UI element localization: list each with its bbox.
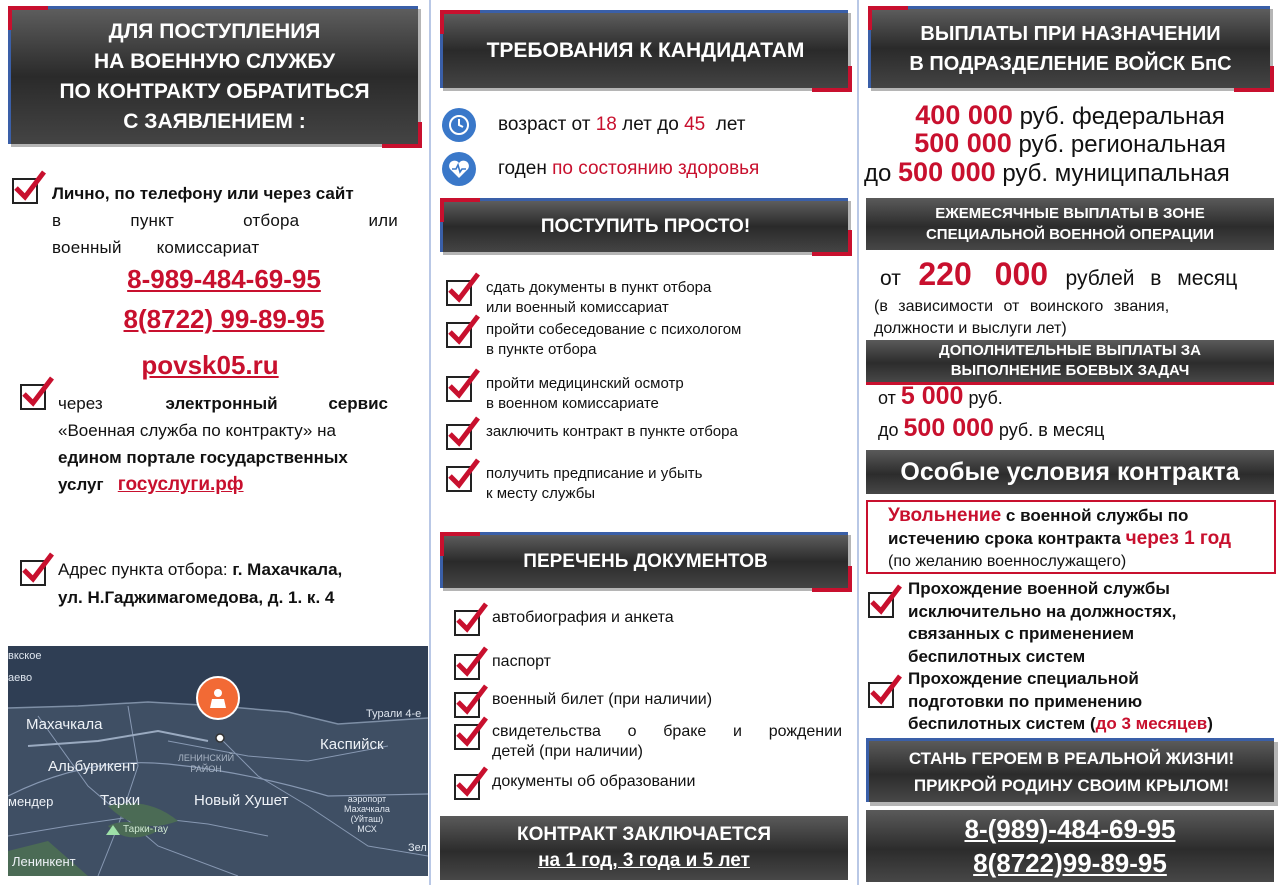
payment-municipal-text: руб. муниципальная	[1002, 160, 1230, 187]
hero-banner	[866, 738, 1274, 802]
condition-line: связанных с применением	[908, 624, 1135, 643]
apply-banner-line: НА ВОЕННУЮ СЛУЖБУ	[93, 49, 336, 73]
steps-item-line: заключить контракт в пункте отбора	[486, 423, 738, 440]
heart-pulse-icon	[442, 152, 476, 186]
payment-regional-text: руб. региональная	[1018, 131, 1226, 158]
condition-text: беспилотных систем (	[908, 714, 1096, 733]
checkbox-check-icon	[868, 592, 894, 618]
extra-banner-line: ДОПОЛНИТЕЛЬНЫЕ ВЫПЛАТЫ ЗА	[939, 342, 1201, 359]
extra-banner-line: ВЫПОЛНЕНИЕ БОЕВЫХ ЗАДАЧ	[950, 362, 1190, 379]
monthly-banner-line: СПЕЦИАЛЬНОЙ ВОЕННОЙ ОПЕРАЦИИ	[925, 226, 1215, 243]
checkbox-check-icon	[868, 682, 894, 708]
apply-item-online-bold: электронный сервис	[165, 394, 388, 413]
steps-item	[486, 374, 816, 414]
hero-line: ПРИКРОЙ РОДИНУ СВОИМ КРЫЛОМ!	[913, 775, 1230, 795]
checkbox-check-icon	[454, 774, 480, 800]
apply-item-online-bold: услуг	[58, 475, 104, 494]
map-label: Махачкала	[26, 716, 103, 733]
requirement-age-from: 18	[595, 114, 617, 135]
dismissal-keyword: Увольнение	[888, 505, 1002, 526]
checkbox-check-icon	[12, 178, 38, 204]
monthly-note-line: (в зависимости от воинского звания,	[874, 298, 1170, 315]
payment-municipal	[864, 157, 1280, 188]
extra-payment-prefix: от	[878, 388, 896, 408]
apply-item-personal-text: в пункт отбора или военный комиссариат	[52, 211, 398, 257]
monthly-payment-text: рублей в месяц	[1065, 267, 1238, 290]
payment-federal-amount: 400 000	[915, 100, 1013, 130]
extra-payment-text: руб. в месяц	[998, 420, 1105, 440]
checkbox-check-icon	[20, 560, 46, 586]
requirement-health-red: по состоянию здоровья	[552, 158, 760, 179]
mountain-icon	[106, 825, 120, 835]
requirement-age-text: лет до	[622, 114, 679, 135]
payments-banner-line: В ПОДРАЗДЕЛЕНИЕ ВОЙСК БпС	[909, 52, 1232, 75]
steps-item-line: к месту службы	[486, 485, 596, 502]
phone-link-2[interactable]: 8(8722) 99-89-95	[123, 304, 325, 334]
map-label: Махачкала	[344, 804, 390, 814]
address-label: Адрес пункта отбора:	[58, 560, 228, 579]
condition-line: беспилотных систем	[908, 646, 1086, 666]
docs-item	[492, 652, 842, 672]
payment-regional	[860, 128, 1280, 159]
map-district	[178, 753, 234, 775]
steps-item-line: пройти медицинский осмотр	[486, 375, 684, 392]
extra-payment-amount: 500 000	[903, 414, 994, 442]
condition-line: Прохождение военной службы	[908, 579, 1170, 598]
docs-item	[492, 608, 842, 628]
requirement-age-to: 45	[684, 114, 706, 135]
address	[58, 556, 398, 612]
monthly-banner	[866, 198, 1274, 250]
contact-phones	[866, 810, 1274, 882]
monthly-note-line: должности и выслуги лет)	[874, 320, 1067, 337]
dismissal-note: (по желанию военнослужащего)	[888, 553, 1127, 570]
map-label: Каспийск	[320, 736, 384, 753]
site-link[interactable]: povsk05.ru	[141, 350, 279, 380]
steps-item-line: или военный комиссариат	[486, 299, 669, 316]
monthly-payment-prefix: от	[880, 267, 901, 290]
docs-item	[492, 772, 842, 792]
gosuslugi-link[interactable]: госуслуги.рф	[117, 474, 244, 495]
extra-payment-text: руб.	[968, 388, 1003, 408]
condition-uav-training	[908, 668, 1268, 736]
condition-term: до 3 месяцев	[1095, 714, 1208, 733]
docs-item-line: паспорт	[492, 653, 551, 670]
divider	[429, 0, 431, 885]
condition-line: подготовки по применению	[908, 691, 1143, 711]
address-street: ул. Н.Гаджимагомедова, д. 1. к. 4	[58, 588, 335, 607]
map-pin-icon[interactable]	[196, 676, 240, 720]
map-label: ЛЕНИНСКИЙ	[178, 753, 235, 763]
monthly-note	[874, 296, 1272, 340]
map-label: Тарки-тау	[123, 824, 168, 835]
docs-item-line: документы об образовании	[492, 773, 696, 790]
steps-item-line: в пункте отбора	[486, 341, 597, 358]
contract-banner	[440, 816, 848, 880]
checkbox-check-icon	[454, 724, 480, 750]
apply-item-online-text: через	[58, 394, 103, 413]
special-conditions-banner: Особые условия контракта	[866, 450, 1274, 494]
dismissal-box	[866, 500, 1276, 574]
phone-link-1[interactable]: 8-989-484-69-95	[127, 264, 321, 294]
checkbox-check-icon	[446, 376, 472, 402]
map-mountain	[106, 824, 168, 835]
clock-icon	[442, 108, 476, 142]
monthly-payment	[880, 256, 1260, 293]
docs-item-line: автобиография и анкета	[492, 609, 674, 626]
payments-banner-line: ВЫПЛАТЫ ПРИ НАЗНАЧЕНИИ	[920, 22, 1221, 45]
requirement-age-text: возраст от	[498, 114, 591, 135]
checkbox-check-icon	[446, 424, 472, 450]
apply-item-personal-title: Лично, по телефону или через сайт	[52, 184, 354, 203]
phone-link-3[interactable]: 8-(989)-484-69-95	[964, 814, 1176, 844]
address-city: г. Махачкала,	[232, 560, 343, 579]
payments-banner	[868, 6, 1270, 88]
checkbox-check-icon	[446, 466, 472, 492]
condition-line: Прохождение специальной	[908, 669, 1139, 688]
dismissal-line1	[888, 504, 1270, 527]
steps-item	[486, 278, 816, 318]
steps-item-line: сдать документы в пункт отбора	[486, 279, 712, 296]
contract-terms: на 1 год, 3 года и 5 лет	[538, 850, 750, 871]
docs-item	[492, 722, 842, 762]
extra-payment-prefix: до	[878, 420, 899, 440]
condition-text: )	[1207, 714, 1213, 733]
map-label: Тарки	[100, 792, 141, 809]
requirement-age-text: лет	[715, 114, 746, 135]
address-line1	[58, 556, 398, 584]
apply-item-personal	[52, 180, 398, 261]
steps-item	[486, 320, 816, 360]
docs-item	[492, 690, 842, 710]
steps-item-line: пройти собеседование с психологом	[486, 321, 742, 338]
apply-item-online-text: «Военная служба по контракту» на	[58, 421, 336, 440]
condition-uav-service	[908, 578, 1248, 668]
apply-banner-line: ПО КОНТРАКТУ ОБРАТИТЬСЯ	[59, 79, 370, 103]
contract-title: КОНТРАКТ ЗАКЛЮЧАЕТСЯ	[516, 824, 771, 845]
map-label: Новый Хушет	[194, 792, 289, 809]
divider	[857, 0, 859, 885]
apply-item-online-line4	[58, 471, 388, 498]
requirement-health-text: годен	[498, 158, 547, 179]
monthly-payment-amount: 220 000	[918, 256, 1049, 292]
map-label: Зел	[408, 842, 427, 854]
map-label: Турали 4-е	[366, 708, 422, 720]
extra-banner	[866, 340, 1274, 382]
checkbox-check-icon	[454, 654, 480, 680]
payment-regional-amount: 500 000	[914, 128, 1012, 158]
apply-banner-line: С ЗАЯВЛЕНИЕМ :	[123, 109, 306, 133]
apply-item-online-bold: едином портале государственных	[58, 448, 348, 467]
map-label: МСХ	[357, 824, 377, 834]
requirements-banner: ТРЕБОВАНИЯ К КАНДИДАТАМ	[440, 10, 848, 88]
requirement-health	[498, 158, 759, 180]
dismissal-text: истечению срока контракта	[888, 529, 1121, 548]
payment-federal	[860, 100, 1280, 131]
dismissal-line2	[888, 527, 1270, 550]
map-label: мендер	[8, 794, 54, 809]
payment-municipal-prefix: до	[864, 160, 892, 187]
documents-banner: ПЕРЕЧЕНЬ ДОКУМЕНТОВ	[440, 532, 848, 588]
steps-item	[486, 422, 816, 442]
map-label: аево	[8, 672, 33, 684]
checkbox-check-icon	[454, 610, 480, 636]
simple-banner: ПОСТУПИТЬ ПРОСТО!	[440, 198, 848, 252]
payment-municipal-amount: 500 000	[898, 157, 996, 187]
map-label: РАЙОН	[190, 764, 222, 774]
checkbox-check-icon	[20, 384, 46, 410]
column-payments	[860, 0, 1280, 885]
apply-item-online	[58, 390, 388, 498]
checkbox-check-icon	[446, 322, 472, 348]
column-apply	[0, 0, 428, 885]
map-label: вкское	[8, 650, 42, 662]
map-label: (Уйташ)	[350, 814, 384, 824]
map-label: Альбурикент	[48, 758, 138, 775]
apply-item-online-line1	[58, 390, 388, 417]
apply-banner	[8, 6, 418, 144]
steps-item-line: получить предписание и убыть	[486, 465, 703, 482]
apply-banner-line: ДЛЯ ПОСТУПЛЕНИЯ	[108, 19, 321, 43]
phone-link-4[interactable]: 8(8722)99-89-95	[973, 848, 1167, 878]
map-label: аэропорт	[347, 794, 387, 804]
monthly-banner-line: ЕЖЕМЕСЯЧНЫЕ ВЫПЛАТЫ В ЗОНЕ	[935, 205, 1205, 222]
map-label: Ленинкент	[12, 854, 76, 869]
docs-item-line: свидетельства о браке и рождении	[492, 723, 842, 740]
map-airport	[344, 794, 390, 834]
extra-payment-max	[878, 414, 1104, 443]
column-requirements	[432, 0, 856, 885]
dismissal-text: с военной службы по	[1005, 506, 1189, 525]
steps-item-line: в военном комиссариате	[486, 395, 659, 412]
steps-item	[486, 464, 816, 504]
location-map[interactable]	[8, 646, 428, 876]
condition-line: исключительно на должностях,	[908, 601, 1177, 621]
docs-item-line: военный билет (при наличии)	[492, 691, 713, 708]
extra-payment-amount: 5 000	[900, 382, 964, 410]
hero-line: СТАНЬ ГЕРОЕМ В РЕАЛЬНОЙ ЖИЗНИ!	[908, 748, 1235, 768]
condition-line	[908, 713, 1268, 736]
requirement-age	[498, 114, 746, 136]
extra-payment-min	[878, 382, 1003, 411]
payment-federal-text: руб. федеральная	[1019, 103, 1225, 130]
checkbox-check-icon	[454, 692, 480, 718]
checkbox-check-icon	[446, 280, 472, 306]
dismissal-term: через 1 год	[1125, 528, 1232, 549]
docs-item-line: детей (при наличии)	[492, 743, 643, 760]
